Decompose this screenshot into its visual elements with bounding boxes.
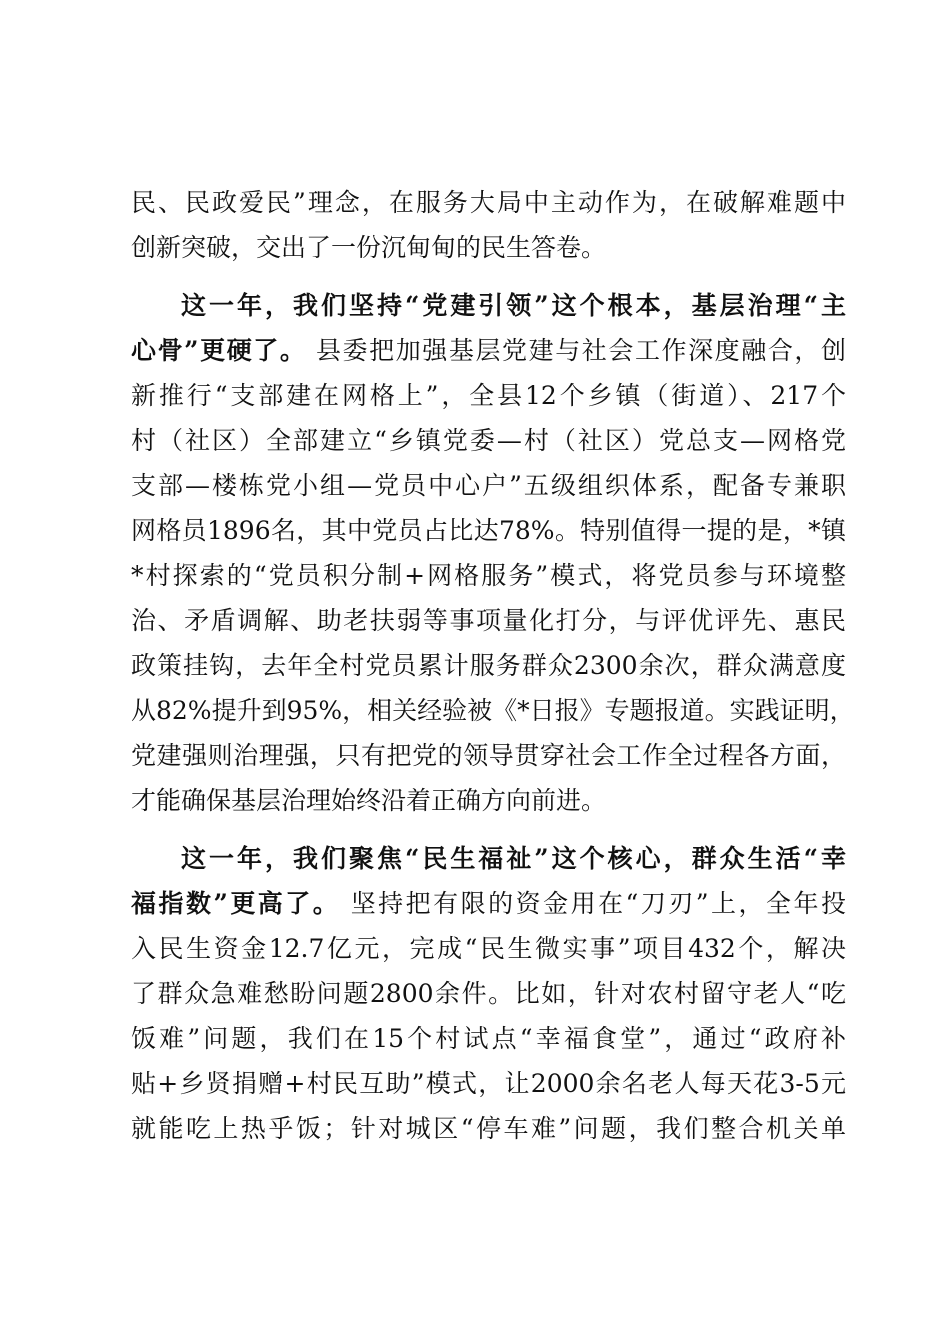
text-line	[131, 836, 846, 881]
text-line: 了群众急难愁盼问题2800余件。比如，针对农村留守老人“吃	[131, 979, 846, 1008]
text-line: 新推行“支部建在网格上”，全县12个乡镇（街道）、217个	[131, 381, 846, 410]
text-line: 入民生资金12.7亿元，完成“民生微实事”项目432个，解决	[131, 934, 846, 963]
text-line: 网格员1896名，其中党员占比达78%。特别值得一提的是，*镇	[131, 516, 846, 545]
text-run: 坚持把有限的资金用在“刀刃”上，全年投	[340, 889, 846, 918]
paragraph	[131, 180, 846, 270]
text-line	[131, 328, 846, 373]
text-line: 村（社区）全部建立“乡镇党委—村（社区）党总支—网格党	[131, 426, 846, 455]
paragraph-heading: 这一年，我们坚持“党建引领”这个根本，基层治理“主	[181, 291, 846, 320]
text-line	[131, 283, 846, 328]
text-line: 民、民政爱民”理念，在服务大局中主动作为，在破解难题中	[131, 188, 846, 217]
text-line	[131, 881, 846, 926]
paragraph	[131, 836, 846, 1151]
text-line: 就能吃上热乎饭；针对城区“停车难”问题，我们整合机关单	[131, 1114, 846, 1143]
document-body	[131, 180, 855, 1164]
text-line: 贴+乡贤捐赠+村民互助”模式，让2000余名老人每天花3-5元	[131, 1069, 846, 1098]
paragraph-heading: 心骨”更硬了。	[131, 336, 307, 365]
paragraph-heading: 这一年，我们聚焦“民生福祉”这个核心，群众生活“幸	[181, 844, 846, 873]
text-line: *村探索的“党员积分制+网格服务”模式，将党员参与环境整	[131, 561, 846, 590]
paragraph-heading: 福指数”更高了。	[131, 889, 341, 918]
text-run: 县委把加强基层党建与社会工作深度融合，创	[306, 336, 846, 365]
paragraph	[131, 283, 855, 823]
text-line: 才能确保基层治理始终沿着正确方向前进。	[131, 786, 607, 815]
text-line: 从82%提升到95%，相关经验被《*日报》专题报道。实践证明，	[131, 696, 855, 725]
text-line: 政策挂钩，去年全村党员累计服务群众2300余次，群众满意度	[131, 651, 846, 680]
text-line: 支部—楼栋党小组—党员中心户”五级组织体系，配备专兼职	[131, 471, 846, 500]
text-line: 创新突破，交出了一份沉甸甸的民生答卷。	[131, 233, 607, 262]
text-line: 治、矛盾调解、助老扶弱等事项量化打分，与评优评先、惠民	[131, 606, 846, 635]
text-line: 党建强则治理强，只有把党的领导贯穿社会工作全过程各方面，	[131, 741, 846, 770]
text-line: 饭难”问题，我们在15个村试点“幸福食堂”，通过“政府补	[131, 1024, 846, 1053]
